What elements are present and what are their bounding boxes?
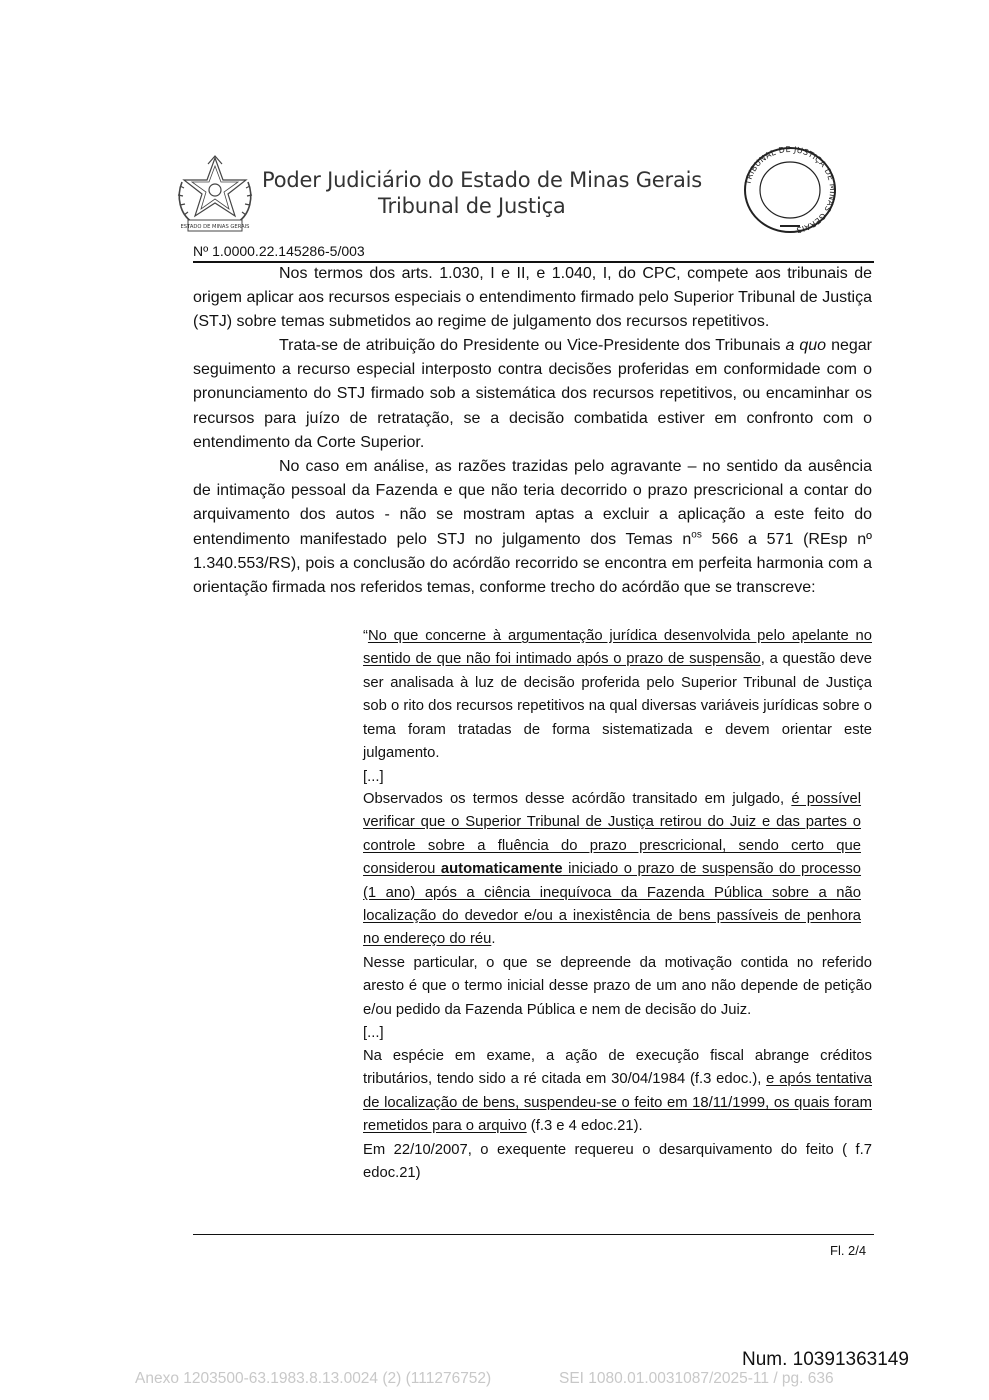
footer-divider xyxy=(193,1234,874,1235)
process-number: Nº 1.0000.22.145286-5/003 xyxy=(193,243,365,259)
sei-watermark: SEI 1080.01.0031087/2025-11 / pg. 636 xyxy=(559,1370,834,1387)
document-number: Num. 10391363149 xyxy=(742,1349,909,1370)
quote-ellipsis-1: [...] xyxy=(363,769,384,785)
quote-paragraph-5: Em 22/10/2007, o exequente requereu o desarquivamento do feito ( f.7 edoc.21) xyxy=(363,1142,872,1182)
quote-4-text-b: (f.3 e 4 edoc.21). xyxy=(526,1118,643,1135)
quote-2-bold-word: automaticamente xyxy=(440,861,563,878)
quote-ellipsis-2: [...] xyxy=(363,1025,384,1041)
annex-watermark: Anexo 1203500-63.1983.8.13.0024 (2) (111276752) xyxy=(135,1370,492,1387)
quote-paragraph-4 xyxy=(363,1045,872,1139)
paragraph-3-text-b: 566 a 571 (REsp nº 1.340.553/RS), pois a conclusão do acórdão recorrido se encontra em perfeita harmonia com a orientação firmada nos referidos temas, conforme trecho do acórdão que se transcreve: xyxy=(193,530,873,597)
quote-2-underlined-2: iniciado o prazo de suspensão do processo (1 ano) após a ciência inequívoca da Fazenda Pública sobre a não localização do devedor e/ou a inexistência de bens passíveis de penhora no endereço do réu xyxy=(363,861,862,948)
paragraph-3 xyxy=(193,455,872,600)
page-folio: Fl. 2/4 xyxy=(830,1243,867,1258)
seal-text: TRIBUNAL DE JUSTIÇA DE MINAS GERAIS xyxy=(743,144,838,235)
paragraph-1 xyxy=(193,262,872,335)
org-name-line1: Poder Judiciário do Estado de Minas Gerais xyxy=(262,168,702,192)
quote-paragraph-1 xyxy=(363,625,872,765)
quote-2-underlined-1: é possível verificar que o Superior Tribunal de Justiça retirou do Juiz e das partes o controle sobre a fluência do prazo prescricional, sendo certo que considerou xyxy=(363,791,862,878)
coat-label: ESTADO DE MINAS GERAIS xyxy=(180,224,250,230)
paragraph-2 xyxy=(193,334,872,455)
svg-text:TRIBUNAL DE JUSTIÇA DE MINAS G xyxy=(743,145,837,235)
coat-of-arms-logo xyxy=(174,152,256,238)
quote-1-text: , a questão deve ser analisada à luz de decisão proferida pelo Superior Tribunal de Justiça sob o rito dos recursos repetitivos na qual diversas variáveis jurídicas sobre o tema foram tratadas de forma sistematizada e devem orientar este julgamento. xyxy=(363,651,872,762)
quote-2-text-b: . xyxy=(491,931,496,948)
quote-open-mark: “ xyxy=(363,628,368,644)
quote-1-underlined: No que concerne à argumentação jurídica desenvolvida pelo apelante no sentido de que não foi intimado após o prazo de suspensão xyxy=(363,628,872,668)
quote-paragraph-2 xyxy=(363,788,861,952)
quote-paragraph-3: Nesse particular, o que se depreende da motivação contida no referido aresto é que o termo inicial desse prazo de um ano não depende de petição e/ou pedido da Fazenda Pública e nem de decisão do Juiz. xyxy=(363,955,872,1018)
paragraph-2-text-a: Trata-se de atribuição do Presidente ou Vice-Presidente dos Tribunais xyxy=(279,337,786,354)
quote-4-text-a: Na espécie em exame, a ação de execução fiscal abrange créditos tributários, tendo sido a ré citada em 30/04/1984 (f.3 edoc.), xyxy=(363,1048,872,1088)
org-name-line2: Tribunal de Justiça xyxy=(378,194,566,218)
paragraph-3-superscript: os xyxy=(691,529,702,541)
quote-2-text-a: Observados os termos desse acórdão transitado em julgado, xyxy=(363,791,792,807)
paragraph-2-text-c: negar seguimento a recurso especial interposto contra decisões proferidas em conformidade com o pronunciamento do STJ firmado sob a sistemática dos recursos repetitivos, ou encaminhar os recursos para juízo de retratação, se a decisão combatida estiver em confronto com o entendimento da Corte Superior. xyxy=(193,337,873,451)
paragraph-3-text-a: No caso em análise, as razões trazidas pelo agravante – no sentido da ausência de intimação pessoal da Fazenda e que não teria decorrido o prazo prescricional a contar do arquivamento dos autos - não se mostram aptas a excluir a aplicação a este feito do entendimento manifestado pelo STJ no julgamento dos Temas n xyxy=(193,458,872,548)
court-seal-logo xyxy=(740,144,840,236)
quote-4-underlined: e após tentativa de localização de bens, suspendeu-se o feito em 18/11/1999, os quais foram remetidos para o arquivo xyxy=(363,1071,872,1135)
paragraph-2-latin-term: a quo xyxy=(785,337,827,354)
paragraph-1-text: Nos termos dos arts. 1.030, I e II, e 1.040, I, do CPC, compete aos tribunais de origem aplicar aos recursos especiais o entendimento firmado pelo Superior Tribunal de Justiça (STJ) sobre temas submetidos ao regime de julgamento dos recursos repetitivos. xyxy=(193,265,872,331)
